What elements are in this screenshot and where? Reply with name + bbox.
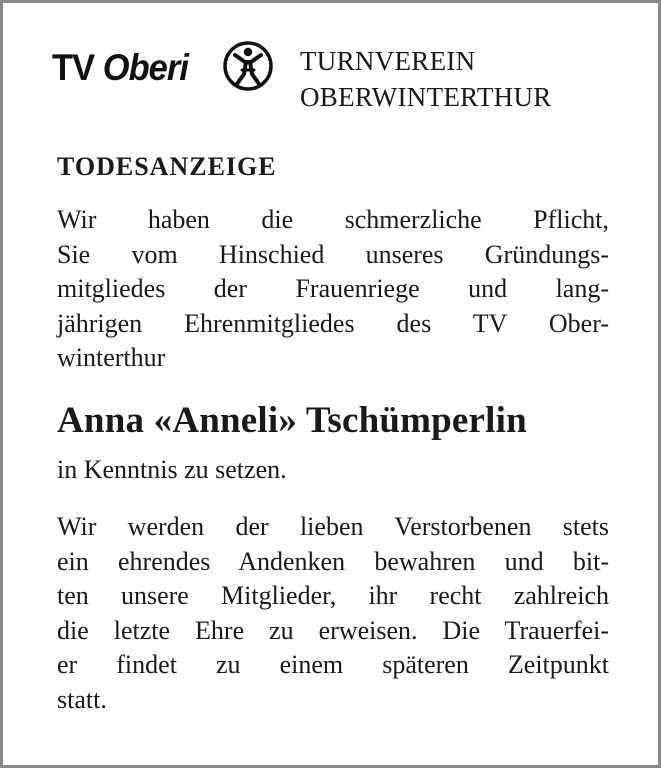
closing-line: die letzte Ehre zu erweisen. Die Trauerfei- [57, 615, 609, 645]
club-name-line2: OBERWINTERTHUR [300, 82, 552, 112]
deceased-name: Anna «Anneli» Tschümperlin [57, 400, 527, 441]
gymnast-emblem-icon [222, 40, 274, 92]
club-name-line1: TURNVEREIN [300, 46, 476, 76]
logo-tv-text: TV [52, 47, 95, 88]
closing-line: statt. [57, 684, 107, 714]
inform-line: in Kenntnis zu setzen. [57, 455, 287, 484]
intro-line: Wir haben die schmerzliche Pflicht, [57, 205, 609, 234]
closing-line: Wir werden der lieben Verstorbenen stets [57, 512, 609, 541]
closing-paragraph [57, 510, 609, 717]
intro-line: Sie vom Hinschied unseres Gründungs- [57, 239, 609, 269]
closing-line: ein ehrendes Andenken bewahren und bit- [57, 546, 609, 576]
intro-paragraph [57, 203, 609, 376]
logo-oberi-text: Oberi [102, 47, 188, 88]
intro-line: winterthur [57, 343, 166, 372]
club-logo-wordmark [52, 47, 188, 89]
notice-heading: TODESANZEIGE [57, 152, 277, 181]
club-name [300, 43, 552, 115]
intro-line: jährigen Ehrenmitgliedes des TV Ober- [57, 308, 609, 338]
closing-line: er findet zu einem späteren Zeitpunkt [57, 650, 609, 679]
intro-line: mitgliedes der Frauenriege und lang- [57, 274, 609, 303]
closing-line: ten unsere Mitglieder, ihr recht zahlreich [57, 581, 609, 610]
